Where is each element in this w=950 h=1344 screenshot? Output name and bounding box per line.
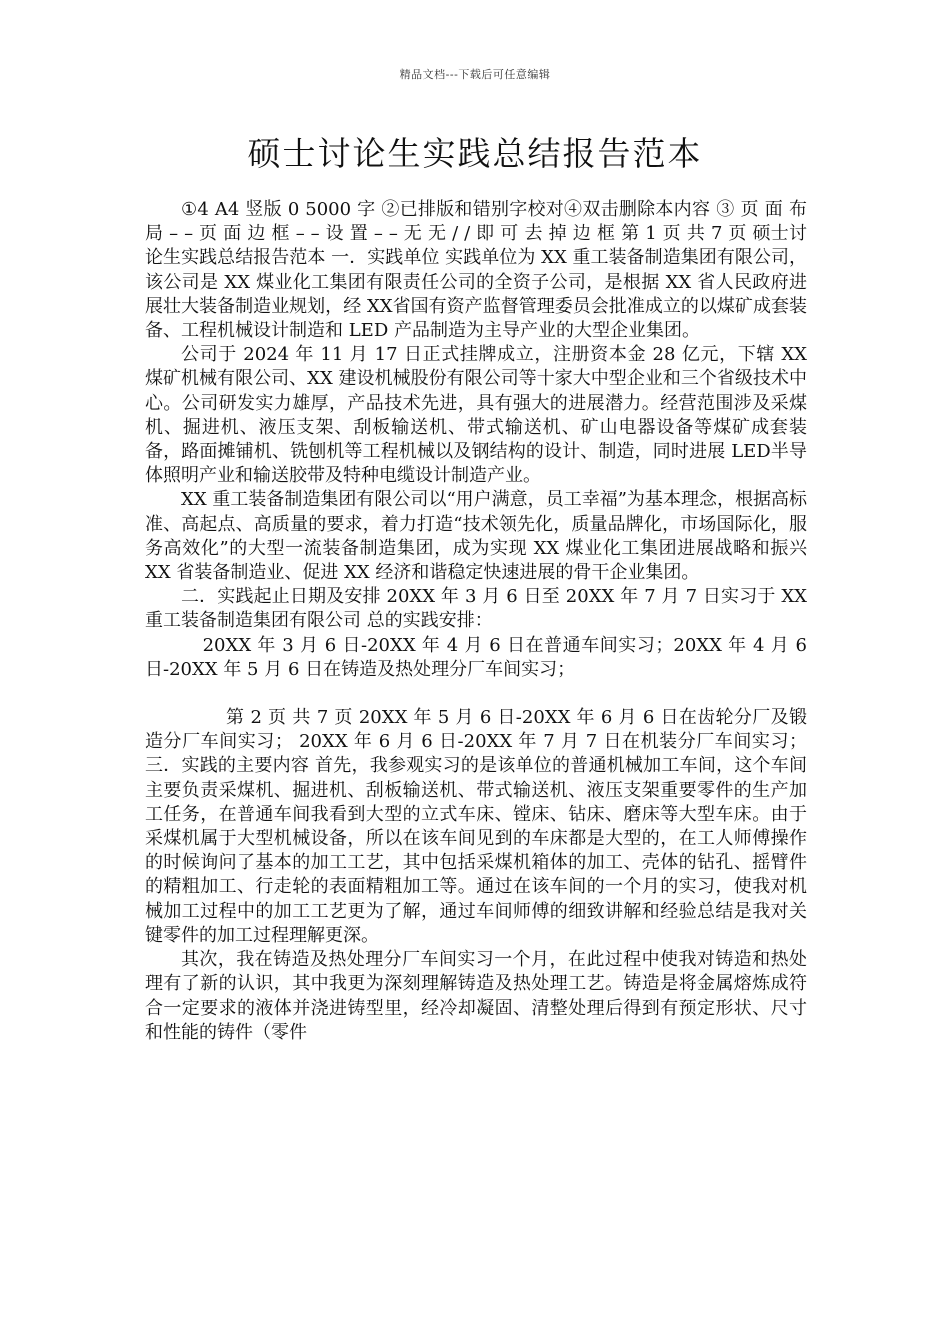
paragraph-casting: 其次，我在铸造及热处理分厂车间实习一个月，在此过程中使我对铸造和热处理有了新的认识，其中我更为深刻理解铸造及热处理工艺。铸造是将金属熔炼成符合一定要求的液体并浇进铸型里，经冷却凝固、清整处理后得到有预定形状、尺寸和性能的铸件（零件 (145, 949, 807, 1043)
paragraph-schedule-items: 20XX 年 3 月 6 日-20XX 年 4 月 6 日在普通车间实习；20XX 年 4 月 6 日-20XX 年 5 月 6 日在铸造及热处理分厂车间实习； (145, 634, 807, 680)
paragraph-gap (145, 682, 807, 706)
paragraph-main-content: 第 2 页 共 7 页 20XX 年 5 月 6 日-20XX 年 6 月 6 日在齿轮分厂及锻造分厂车间实习； 20XX 年 6 月 6 日-20XX 年 7 月 7 日在机装分厂车间实习； 三．实践的主要内容 首先，我参观实习的是该单位的普通机械加工车间，这个车间主要负责采煤机、掘进机、刮板输送机、带式输送机、液压支架重要零件的生产加工任务，在普通车间我看到大型的立式车床、镗床、钻床、磨床等大型车床。由于采煤机属于大型机械设备，所以在该车间见到的车床都是大型的，在工人师傅操作的时候询问了基本的加工工艺，其中包括采煤机箱体的加工、壳体的钻孔、摇臂件的精粗加工、行走轮的表面精粗加工等。通过在该车间的一个月的实习，使我对机械加工过程中的加工工艺更为了解，通过车间师傅的细致讲解和经验总结是我对关键零件的加工过程理解更深。 (145, 707, 807, 946)
paragraph-schedule-heading: 二．实践起止日期及安排 20XX 年 3 月 6 日至 20XX 年 7 月 7 日实习于 XX 重工装备制造集团有限公司 总的实践安排： (145, 586, 807, 632)
paragraph-company-founding: 公司于 2024 年 11 月 17 日正式挂牌成立，注册资本金 28 亿元，下辖 XX 煤矿机械有限公司、XX 建设机械股份有限公司等十家大中型企业和三个省级技术中心。公司研发实力雄厚，产品技术先进，具有强大的进展潜力。经营范围涉及采煤机、掘进机、液压支架、刮板输送机、带式输送机、矿山电器设备等煤矿成套装备，路面摊铺机、铣刨机等工程机械以及钢结构的设计、制造，同时进展 LED半导体照明产业和输送胶带及特种电缆设计制造产业。 (145, 344, 807, 487)
header-watermark: 精品文档---下载后可任意编辑 (399, 68, 551, 81)
document-body (145, 198, 807, 1045)
paragraph-company-philosophy: XX 重工装备制造集团有限公司以“用户满意，员工幸福”为基本理念，根据高标准、高起点、高质量的要求，着力打造“技术领先化，质量品牌化，市场国际化，服务高效化”的大型一流装备制造集团，成为实现 XX 煤业化工集团进展战略和振兴 XX 省装备制造业、促进 XX 经济和谐稳定快速进展的骨干企业集团。 (145, 489, 807, 584)
document-title: 硕士讨论生实践总结报告范本 (247, 134, 703, 173)
paragraph-intro: ①4 A4 竖版 0 5000 字 ②已排版和错别字校对④双击删除本内容 ③ 页 面 布 局 – – 页 面 边 框 – – 设 置 – – 无 无 / / 即 可 去 掉 边 框 第 1 页 共 7 页 硕士讨论生实践总结报告范本 一．实践单位 实践单位为 XX 重工装备制造集团有限公司，该公司是 XX 煤业化工集团有限责任公司的全资子公司，是根据 XX 省人民政府进展壮大装备制造业规划，经 XX省国有资产监督管理委员会批准成立的以煤矿成套装备、工程机械设计制造和 LED 产品制造为主导产业的大型企业集团。 (145, 199, 807, 342)
